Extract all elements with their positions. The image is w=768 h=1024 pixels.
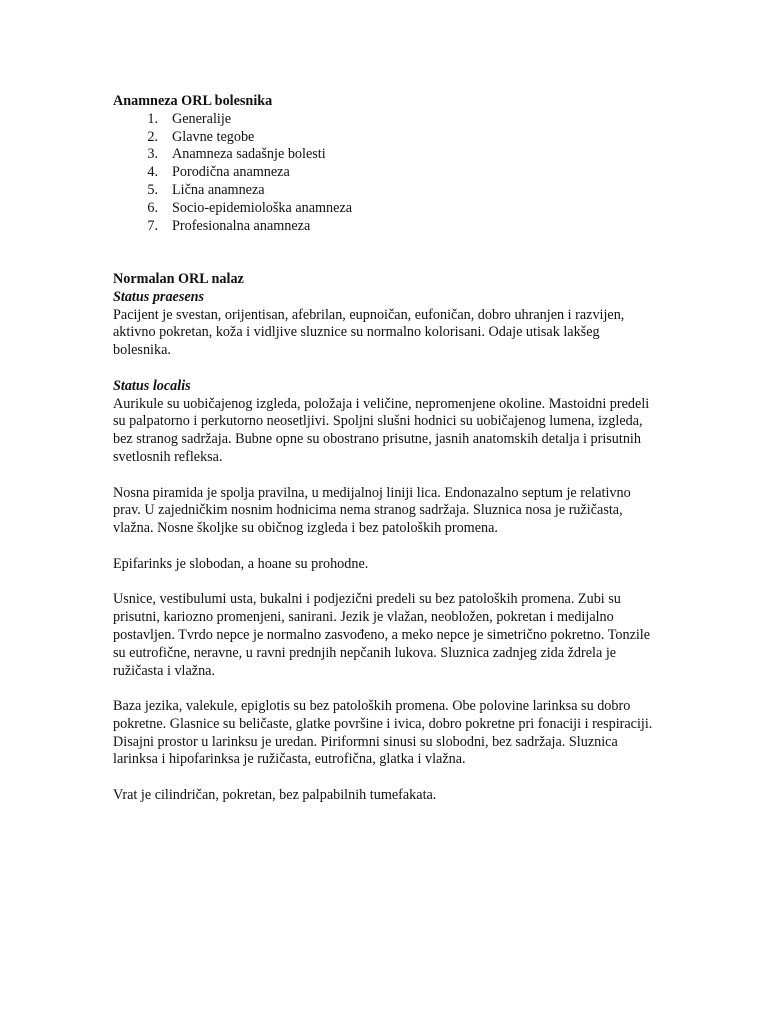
list-item-number: 1. — [147, 110, 158, 127]
list-item-label: Profesionalna anamneza — [172, 217, 311, 234]
list-item — [113, 129, 658, 147]
list-item-label: Generalije — [172, 110, 232, 127]
spacer — [113, 680, 658, 698]
paragraph-ears: Aurikule su uobičajenog izgleda, položaja i veličine, nepromenjene okoline. Mastoidni predeli su palpatorno i perkutorno neosetljivi. Spoljni slušni hodnici su uobičajenog lumena, izgleda, bez stranog sadržaja. Bubne opne su obostrano prisutne, jasnih anatomskih detalja i prisutnih svetlosnih refleksa. — [113, 395, 650, 465]
list-item — [113, 200, 658, 218]
spacer — [113, 360, 658, 378]
list-item-label: Glavne tegobe — [172, 128, 255, 145]
list-item-label: Porodična anamneza — [172, 164, 290, 181]
status-localis-title: Status localis — [113, 377, 191, 394]
section-title-anamneza: Anamneza ORL bolesnika — [113, 93, 273, 109]
spacer — [113, 235, 658, 271]
list-item-number: 4. — [147, 164, 158, 181]
list-item-number: 7. — [147, 217, 158, 234]
list-item — [113, 146, 658, 164]
list-item-number: 5. — [147, 181, 158, 198]
anamneza-list — [113, 111, 658, 236]
list-item-label: Lična anamneza — [172, 181, 265, 198]
list-item — [113, 164, 658, 182]
list-item-label: Anamneza sadašnje bolesti — [172, 146, 326, 163]
paragraph-nose: Nosna piramida je spolja pravilna, u medijalnoj liniji lica. Endonazalno septum je relativno prav. U zajedničkim nosnim hodnicima nema stranog sadržaja. Sluznica nosa je ružičasta, vlažna. Nosne školjke su običnog izgleda i bez patoloških promena. — [113, 484, 631, 537]
list-item — [113, 182, 658, 200]
paragraph-neck: Vrat je cilindričan, pokretan, bez palpabilnih tumefakata. — [113, 787, 437, 804]
document-page — [113, 93, 658, 805]
list-item-label: Socio-epidemiološka anamneza — [172, 199, 353, 216]
section-title-nalaz: Normalan ORL nalaz — [113, 270, 244, 287]
list-item — [113, 111, 658, 129]
paragraph-oral-cavity: Usnice, vestibulumi usta, bukalni i podjezični predeli su bez patoloških promena. Zubi su prisutni, kariozno promenjeni, sanirani. Jezik je vlažan, neobložen, pokretan i medijalno postavljen. Tvrdo nepce je normalno zasvođeno, a meko nepce je simetrično pokretno. Tonzile su eutrofične, neravne, u ravni prednjih nepčanih lukova. Sluznica zadnjeg zida ždrela je ružičasta i vlažna. — [113, 591, 651, 679]
status-praesens-title: Status praesens — [113, 288, 205, 305]
list-item-number: 2. — [147, 128, 158, 145]
spacer — [113, 574, 658, 592]
list-item-number: 6. — [147, 199, 158, 216]
list-item-number: 3. — [147, 146, 158, 163]
spacer — [113, 467, 658, 485]
list-item — [113, 218, 658, 236]
spacer — [113, 538, 658, 556]
paragraph-larynx: Baza jezika, valekule, epiglotis su bez patoloških promena. Obe polovine larinksa su dobro pokretne. Glasnice su beličaste, glatke površine i ivica, dobro pokretne pri fonaciji i respiraciji. Disajni prostor u larinksu je uredan. Piriformni sinusi su slobodni, bez sadržaja. Sluznica larinksa i hipofarinksa je ružičasta, eutrofična, glatka i vlažna. — [113, 698, 653, 768]
status-praesens-text: Pacijent je svestan, orijentisan, afebrilan, eupnoičan, eufoničan, dobro uhranjen i razvijen, aktivno pokretan, koža i vidljive sluznice su normalno kolorisani. Odaje utisak lakšeg bolesnika. — [113, 306, 625, 359]
spacer — [113, 769, 658, 787]
paragraph-epipharynx: Epifarinks je slobodan, a hoane su prohodne. — [113, 555, 369, 572]
